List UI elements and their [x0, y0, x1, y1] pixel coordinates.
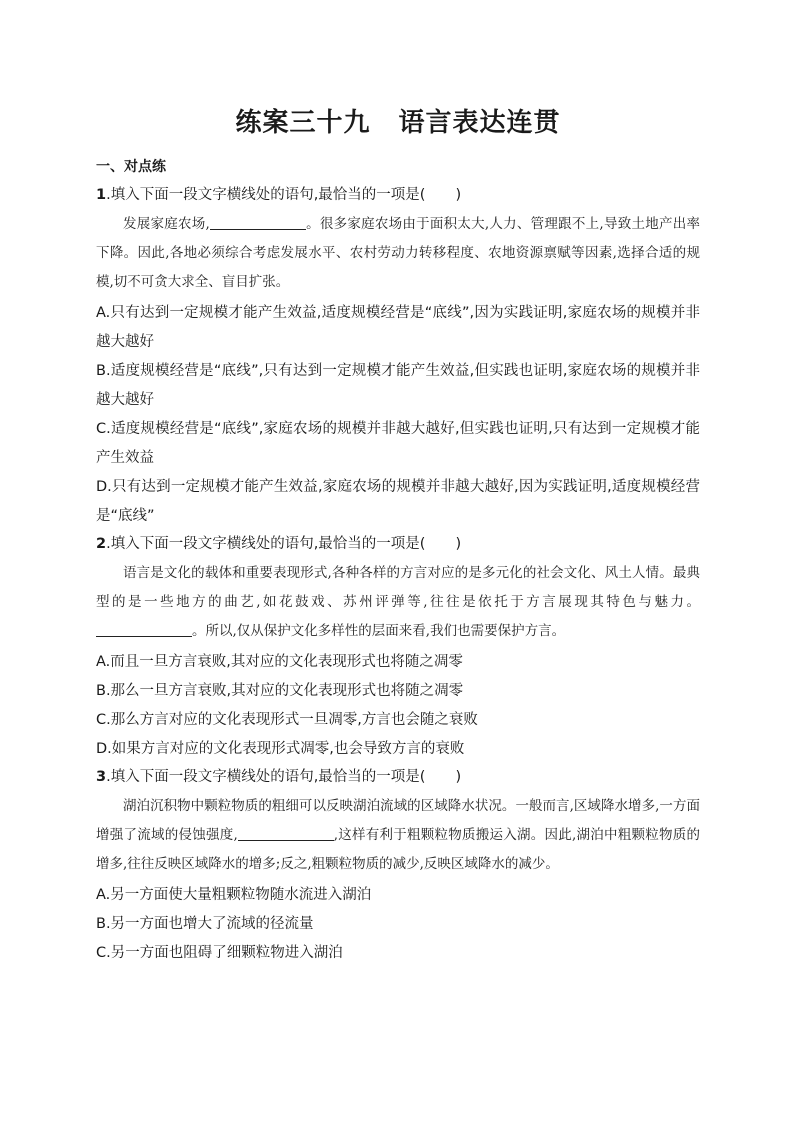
- option-a[interactable]: A.只有达到一定规模才能产生效益,适度规模经营是“底线”,因为实践证明,家庭农场的规模并非越大越好: [96, 305, 700, 350]
- option-d[interactable]: D.只有达到一定规模才能产生效益,家庭农场的规模并非越大越好,因为实践证明,适度规模经营是“底线”: [96, 479, 700, 524]
- option-a[interactable]: A.另一方面使大量粗颗粒物随水流进入湖泊: [96, 887, 372, 903]
- option-b[interactable]: B.那么一旦方言衰败,其对应的文化表现形式也将随之凋零: [96, 683, 464, 699]
- fill-blank: [238, 827, 334, 842]
- fill-blank: [210, 216, 306, 231]
- fill-blank: [96, 623, 192, 638]
- question-3: [96, 764, 700, 968]
- question-1: [96, 182, 700, 531]
- question-passage: 语言是文化的载体和重要表现形式,各种各样的方言对应的是多元化的社会文化、风土人情。最典型的是一些地方的曲艺,如花鼓戏、苏州评弹等,往往是依托于方言展现其特色与魅力。。所以,仅从保护文化多样性的层面来看,我们也需要保护方言。: [96, 565, 700, 639]
- question-2: [96, 531, 700, 764]
- question-number: 3: [96, 769, 107, 785]
- question-passage: 湖泊沉积物中颗粒物质的粗细可以反映湖泊流域的区域降水状况。一般而言,区域降水增多,一方面增强了流域的侵蚀强度, ,这样有利于粗颗粒物质搬运入湖。因此,湖泊中粗颗粒物质的增多,往往反映区域降水的增多;反之,粗颗粒物质的减少,反映区域降水的减少。: [96, 798, 700, 872]
- question-stem: 1.填入下面一段文字横线处的语句,最恰当的一项是( ): [96, 187, 462, 203]
- option-c[interactable]: C.适度规模经营是“底线”,家庭农场的规模并非越大越好,但实践也证明,只有达到一定规模才能产生效益: [96, 421, 700, 466]
- question-passage: 发展家庭农场, 。很多家庭农场由于面积太大,人力、管理跟不上,导致土地产出率下降。因此,各地必须综合考虑发展水平、农村劳动力转移程度、农地资源禀赋等因素,选择合适的规模,切不可贪大求全、盲目扩张。: [96, 216, 700, 290]
- title-part2: 语言表达连贯: [398, 108, 561, 138]
- option-d[interactable]: D.如果方言对应的文化表现形式凋零,也会导致方言的衰败: [96, 741, 465, 757]
- option-b[interactable]: B.适度规模经营是“底线”,只有达到一定规模才能产生效益,但实践也证明,家庭农场的规模并非越大越好: [96, 363, 700, 408]
- question-number: 1: [96, 187, 107, 203]
- option-b[interactable]: B.另一方面也增大了流域的径流量: [96, 916, 314, 932]
- document-page: [96, 100, 700, 968]
- question-stem: 3.填入下面一段文字横线处的语句,最恰当的一项是( ): [96, 769, 462, 785]
- title-part1: 练案三十九: [235, 108, 371, 138]
- section-heading: 一、对点练: [96, 159, 166, 175]
- question-number: 2: [96, 536, 107, 552]
- question-stem: 2.填入下面一段文字横线处的语句,最恰当的一项是( ): [96, 536, 462, 552]
- option-c[interactable]: C.那么方言对应的文化表现形式一旦凋零,方言也会随之衰败: [96, 712, 478, 728]
- option-a[interactable]: A.而且一旦方言衰败,其对应的文化表现形式也将随之凋零: [96, 654, 463, 670]
- page-title: [96, 104, 700, 142]
- option-c[interactable]: C.另一方面也阻碍了细颗粒物进入湖泊: [96, 945, 343, 961]
